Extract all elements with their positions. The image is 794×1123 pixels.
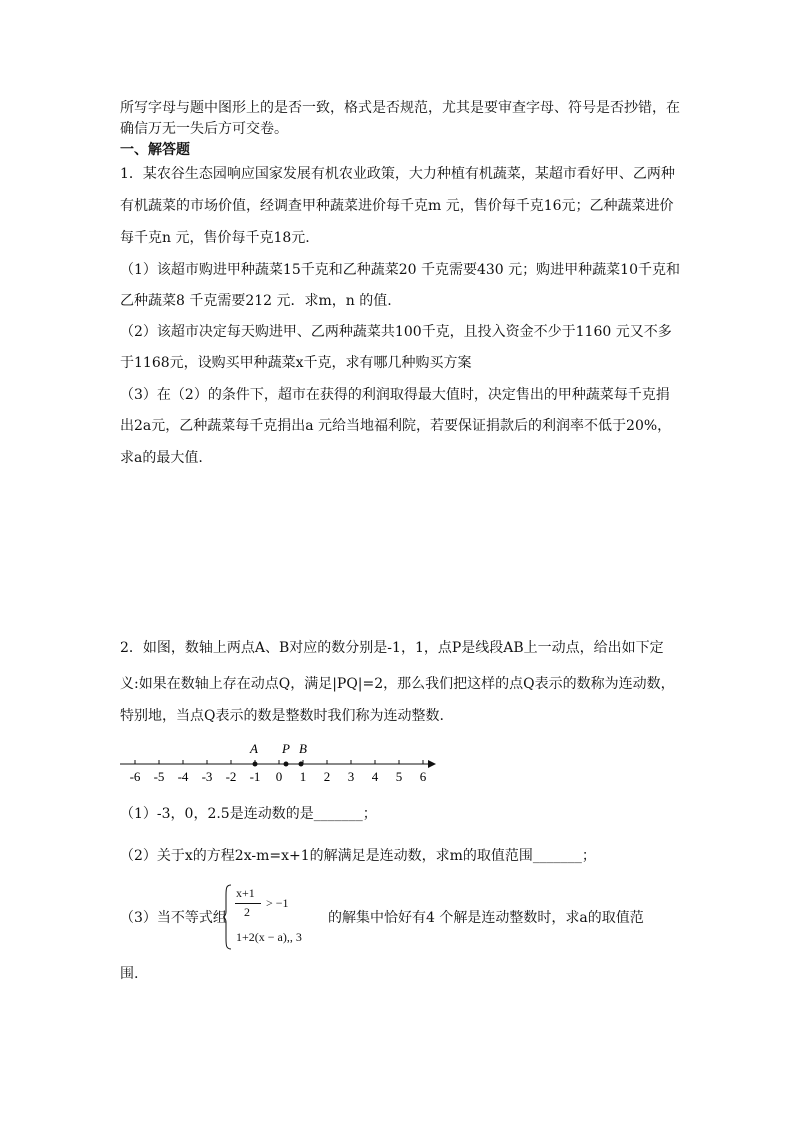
q1-sub2-line-1: （2）该超市决定每天购进甲、乙两种蔬菜共100千克，且投入资金不少于1160 元又不多 [120,324,672,340]
tick-label: -6 [129,769,141,784]
q1-sub1-line-2: 乙种蔬菜8 千克需要212 元．求m，n 的值. [120,293,392,309]
tick-label: 4 [371,769,379,784]
q1-line-2: 有机蔬菜的市场价值，经调查甲种蔬菜进价每千克m 元，售价每千克16元；乙种蔬菜进价 [120,198,674,214]
point-B-dot [299,762,304,767]
q2-sub2: （2）关于x的方程2x-m=x+1的解满足是连动数，求m的取值范围_______； [120,848,596,864]
q1-line-3: 每千克n 元，售价每千克18元. [120,230,310,246]
section-title: 一、解答题 [120,142,190,158]
tick-label: 5 [395,769,403,784]
q1-sub1-line-1: （1）该超市购进甲种蔬菜15千克和乙种蔬菜20 千克需要430 元；购进甲种蔬菜10千克和 [120,262,680,278]
tick-label: -4 [177,769,189,784]
ineq1-relation: > −1 [266,896,289,910]
point-A-dot [253,762,258,767]
point-A-label: A [250,741,258,756]
tick-label: 2 [323,769,331,784]
q2-sub1: （1）-3，0，2.5是连动数的是_______； [120,806,377,822]
intro-line-2: 确信万无一失后方可交卷。 [120,121,288,137]
tick-label: 6 [419,769,427,784]
tick-label: 3 [347,769,355,784]
point-B-label: B [299,741,307,756]
ineq1-fraction-bar [235,903,261,904]
q1-sub3-line-2: 出2a元，乙种蔬菜每千克捐出a 元给当地福利院，若要保证捐款后的利润率不低于20%， [120,418,672,434]
q1-line-1: 1．某农谷生态园响应国家发展有机农业政策，大力种植有机蔬菜，某超市看好甲、乙两种 [120,166,675,182]
tick-label: -1 [249,769,261,784]
q2-line-1: 2．如图，数轴上两点A、B对应的数分别是-1，1，点P是线段AB上一动点，给出如下定 [120,640,664,656]
intro-line-1: 所写字母与题中图形上的是否一致，格式是否规范，尤其是要审查字母、符号是否抄错，在 [120,100,680,116]
q2-line-2: 义:如果在数轴上存在动点Q，满足|PQ|=2，那么我们把这样的点Q表示的数称为连动数， [120,676,675,692]
ineq1-denominator: 2 [244,905,250,919]
number-line-arrow-icon [428,760,436,768]
q2-sub3-suffix: 的解集中恰好有4 个解是连动整数时，求a的取值范 [328,910,644,926]
point-P-dot [284,762,289,767]
tick-label: -3 [201,769,213,784]
tick-label: 0 [275,769,283,784]
tick-label: -2 [225,769,237,784]
number-line-ticks [135,760,423,764]
q2-line-3: 特别地，当点Q表示的数是整数时我们称为连动整数. [120,708,444,724]
ineq1-numerator: x+1 [236,886,255,900]
number-line-tick-labels [130,769,427,784]
q2-sub3-prefix: （3）当不等式组 [120,910,227,926]
q1-sub2-line-2: 于1168元，设购买甲种蔬菜x千克，求有哪几种购买方案 [120,355,472,371]
q2-sub3-tail: 围. [120,966,139,982]
tick-label: -5 [153,769,165,784]
inequality-brace-icon [222,884,232,950]
ineq2: 1+2(x − a),, 3 [236,930,302,944]
tick-label: 1 [299,769,307,784]
point-P-label: P [282,741,290,756]
number-line-figure [110,736,440,786]
q1-sub3-line-3: 求a的最大值. [120,450,203,466]
q1-sub3-line-1: （3）在（2）的条件下，超市在获得的利润取得最大值时，决定售出的甲种蔬菜每千克捐 [120,387,670,403]
